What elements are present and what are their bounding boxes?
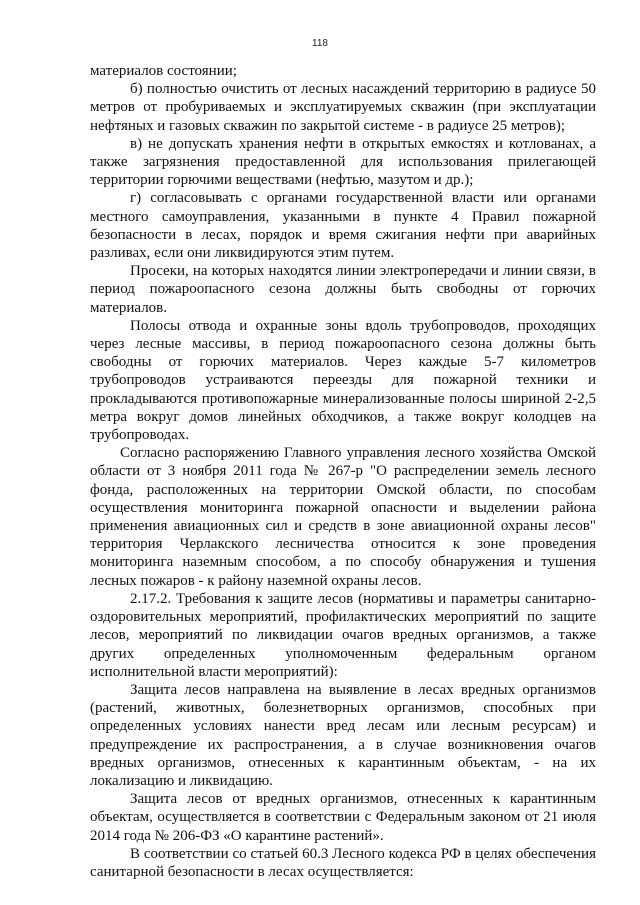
paragraph: Согласно распоряжению Главного управления лесного хозяйства Омской области от 3 ноября 2011 года № 267-р "О распределении земель лесного фонда, расположенных на территории Омской области, по способам осуществления мониторинга пожарной опасности и выделении района применения авиационных сил и средств в зоне авиационной охраны лесов" территория Черлакского лесничества относится к зоне проведения мониторинга наземным способом, а по способу обнаружения и тушения лесных пожаров - к району наземной охраны лесов. <box>90 445 596 589</box>
page-number: 118 <box>312 38 328 49</box>
paragraph: Полосы отвода и охранные зоны вдоль трубопроводов, проходящих через лесные массивы, в период пожароопасного сезона должны быть свободны от горючих материалов. Через каждые 5-7 километров трубопроводов устраиваются переезды для пожарной техники и прокладываются противопожарные минерализованные полосы шириной 2-2,5 метра вокруг домов линейных обходчиков, а также вокруг колодцев на трубопроводах. <box>90 317 596 444</box>
paragraph: Защита лесов направлена на выявление в лесах вредных организмов (растений, животных, болезнетворных организмов, способных при определенных условиях нанести вред лесам или лесным ресурсам) и предупреждение их распространения, а в случае возникновения очагов вредных организмов, отнесенных к карантинным объектам, - на их локализацию и ликвидацию. <box>90 681 596 789</box>
paragraph: 2.17.2. Требования к защите лесов (нормативы и параметры санитарно-оздоровительных мероприятий, профилактических мероприятий по защите лесов, мероприятий по ликвидации очагов вредных организмов, а также других определенных уполномоченным федеральным органом исполнительной власти мероприятий): <box>90 590 596 680</box>
paragraph: материалов состоянии; <box>90 63 237 79</box>
paragraph: в) не допускать хранения нефти в открытых емкостях и котлованах, а также загрязнения предоставленной для использования прилегающей территории горючими веществами (нефтью, мазутом и др.); <box>90 135 596 189</box>
paragraph: г) согласовывать с органами государственной власти или органами местного самоуправления, указанными в пункте 4 Правил пожарной безопасности в лесах, порядок и время сжигания нефти при аварийных разливах, если они ликвидируются этим путем. <box>90 190 596 262</box>
paragraph: б) полностью очистить от лесных насаждений территорию в радиусе 50 метров от пробуриваемых и эксплуатируемых скважин (при эксплуатации нефтяных и газовых скважин по закрытой системе - в радиусе 25 метров); <box>90 81 596 134</box>
paragraph: В соответствии со статьей 60.3 Лесного кодекса РФ в целях обеспечения санитарной безопасности в лесах осуществляется: <box>90 845 596 880</box>
paragraph: Защита лесов от вредных организмов, отнесенных к карантинным объектам, осуществляется в соответствии с Федеральным законом от 21 июля 2014 года № 206-ФЗ «О карантине растений». <box>90 791 596 844</box>
document-body <box>90 62 596 881</box>
paragraph: Просеки, на которых находятся линии электропередачи и линии связи, в период пожароопасного сезона должны быть свободны от горючих материалов. <box>90 263 596 316</box>
